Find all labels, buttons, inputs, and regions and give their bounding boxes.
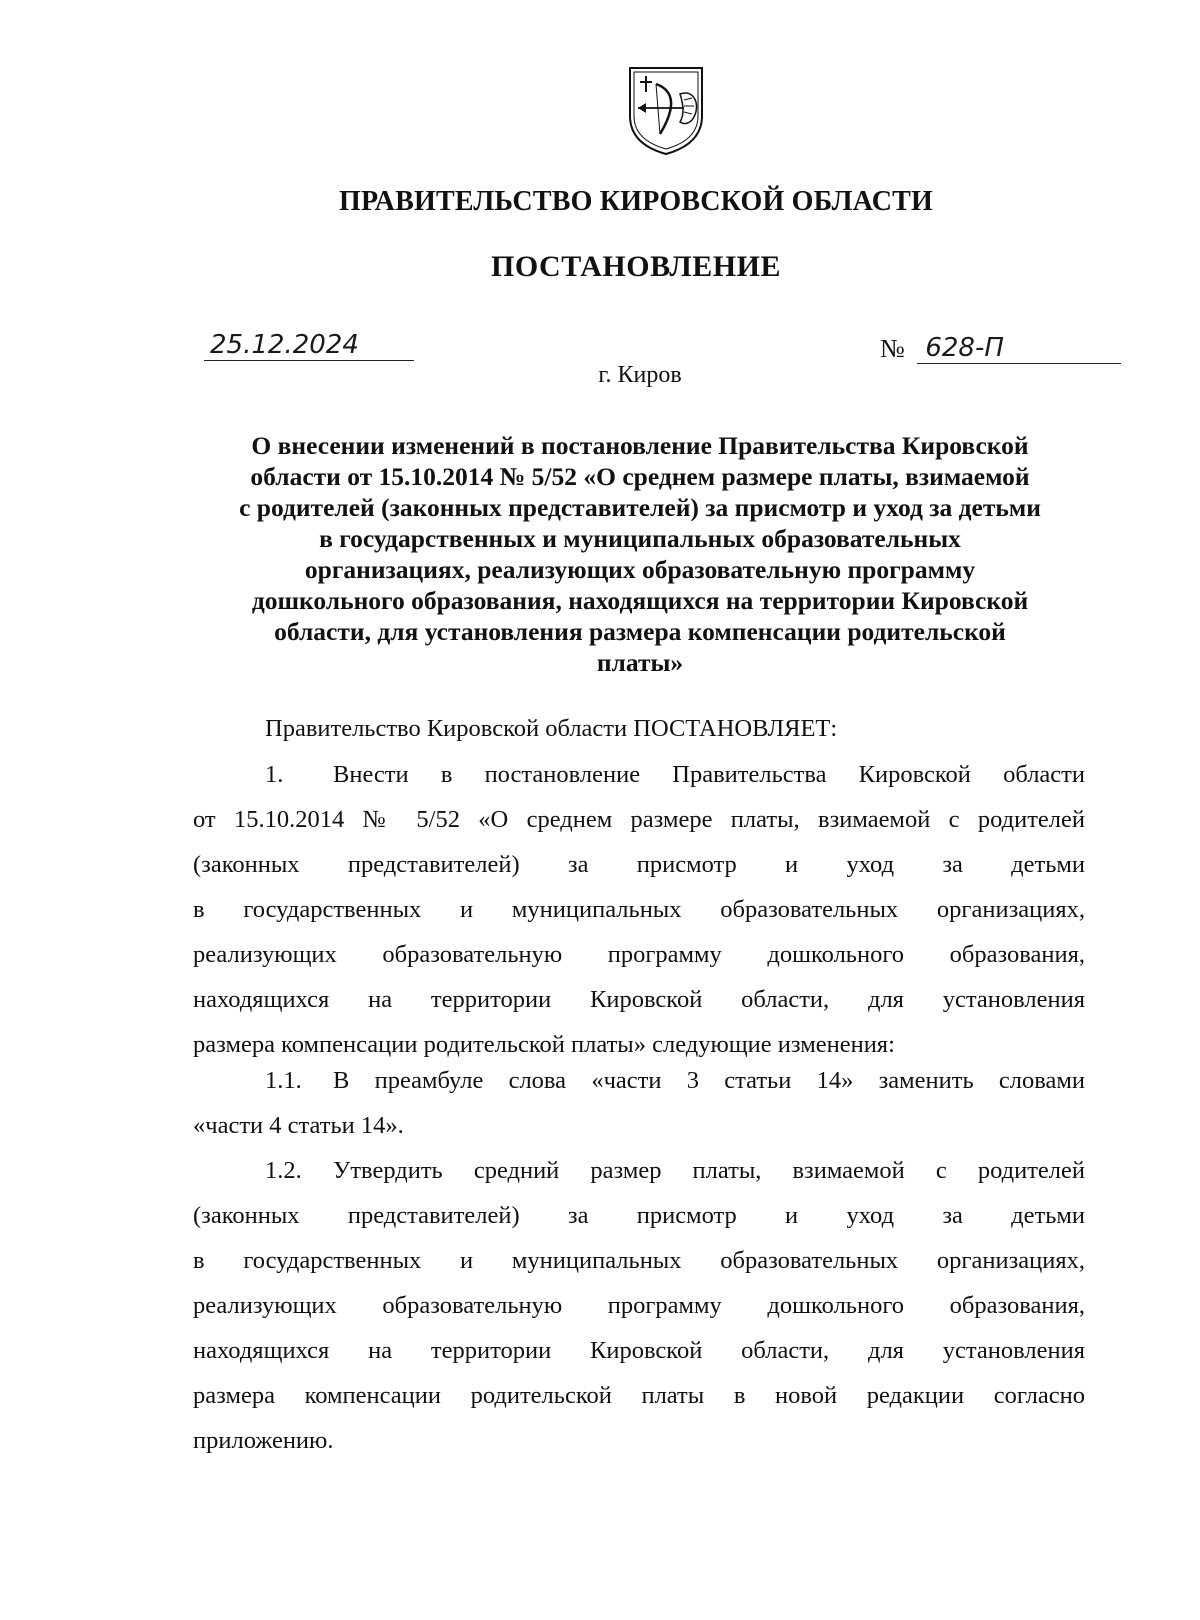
preamble [193,706,1085,751]
document-number-field [880,333,1121,364]
paragraph-line: размера компенсации родительской платы в новой редакции согласно [193,1382,1085,1409]
paragraph-line: Внести в постановление Правительства Кировской области [333,761,1085,788]
paragraph-line: реализующих образовательную программу дошкольного образования, [193,941,1085,968]
government-title: ПРАВИТЕЛЬСТВО КИРОВСКОЙ ОБЛАСТИ [338,186,933,217]
paragraph-first-line [193,1058,1085,1103]
paragraph-number: 1.1. [265,1067,302,1094]
paragraph-line: (законных представителей) за присмотр и уход за детьми [193,1202,1085,1229]
coat-of-arms-emblem [626,64,706,156]
document-type-title: ПОСТАНОВЛЕНИЕ [491,250,781,283]
paragraph-number: 1. [265,761,284,788]
subject-line: платы» [596,648,684,677]
paragraph-first-line [193,1148,1085,1193]
subject-line: области от 15.10.2014 № 5/52 «О среднем размере платы, взимаемой [250,462,1030,491]
city-name: г. Киров [598,362,682,388]
preamble-text: Правительство Кировской области ПОСТАНОВЛЯЕТ: [265,715,838,742]
paragraph-line: в государственных и муниципальных образовательных организациях, [193,1247,1085,1274]
number-sign: № [880,334,905,363]
paragraph-line: реализующих образовательную программу дошкольного образования, [193,1292,1085,1319]
paragraph-1 [193,752,1085,1067]
subject-line: с родителей (законных представителей) за присмотр и уход за детьми [239,493,1041,522]
subject-line: области, для установления размера компенсации родительской [274,617,1006,646]
paragraph-line: «части 4 статьи 14». [193,1112,404,1139]
paragraph-line: находящихся на территории Кировской области, для установления [193,986,1085,1013]
paragraph-line: Утвердить средний размер платы, взимаемой с родителей [333,1157,1085,1184]
paragraph-line: В преамбуле слова «части 3 статьи 14» заменить словами [333,1067,1085,1094]
document-number: 628-П [917,333,1121,364]
subject-line: организациях, реализующих образовательную программу [304,555,976,584]
paragraph-number: 1.2. [265,1157,302,1184]
paragraph-line: от 15.10.2014 № 5/52 «О среднем размере платы, взимаемой с родителей [193,806,1085,833]
paragraph-first-line [193,752,1085,797]
paragraph-line: размера компенсации родительской платы» следующие изменения: [193,1031,895,1058]
subject-line: дошкольного образования, находящихся на территории Кировской [251,586,1029,615]
paragraph-1-1 [193,1058,1085,1148]
subject-line: в государственных и муниципальных образовательных [319,524,961,553]
paragraph-line: находящихся на территории Кировской области, для установления [193,1337,1085,1364]
paragraph-1-2 [193,1148,1085,1463]
paragraph-line: приложению. [193,1427,334,1454]
document-subject [190,430,1090,678]
subject-line: О внесении изменений в постановление Правительства Кировской [251,431,1029,460]
paragraph-line: (законных представителей) за присмотр и уход за детьми [193,851,1085,878]
paragraph-line: в государственных и муниципальных образовательных организациях, [193,896,1085,923]
document-date: 25.12.2024 [204,330,414,361]
